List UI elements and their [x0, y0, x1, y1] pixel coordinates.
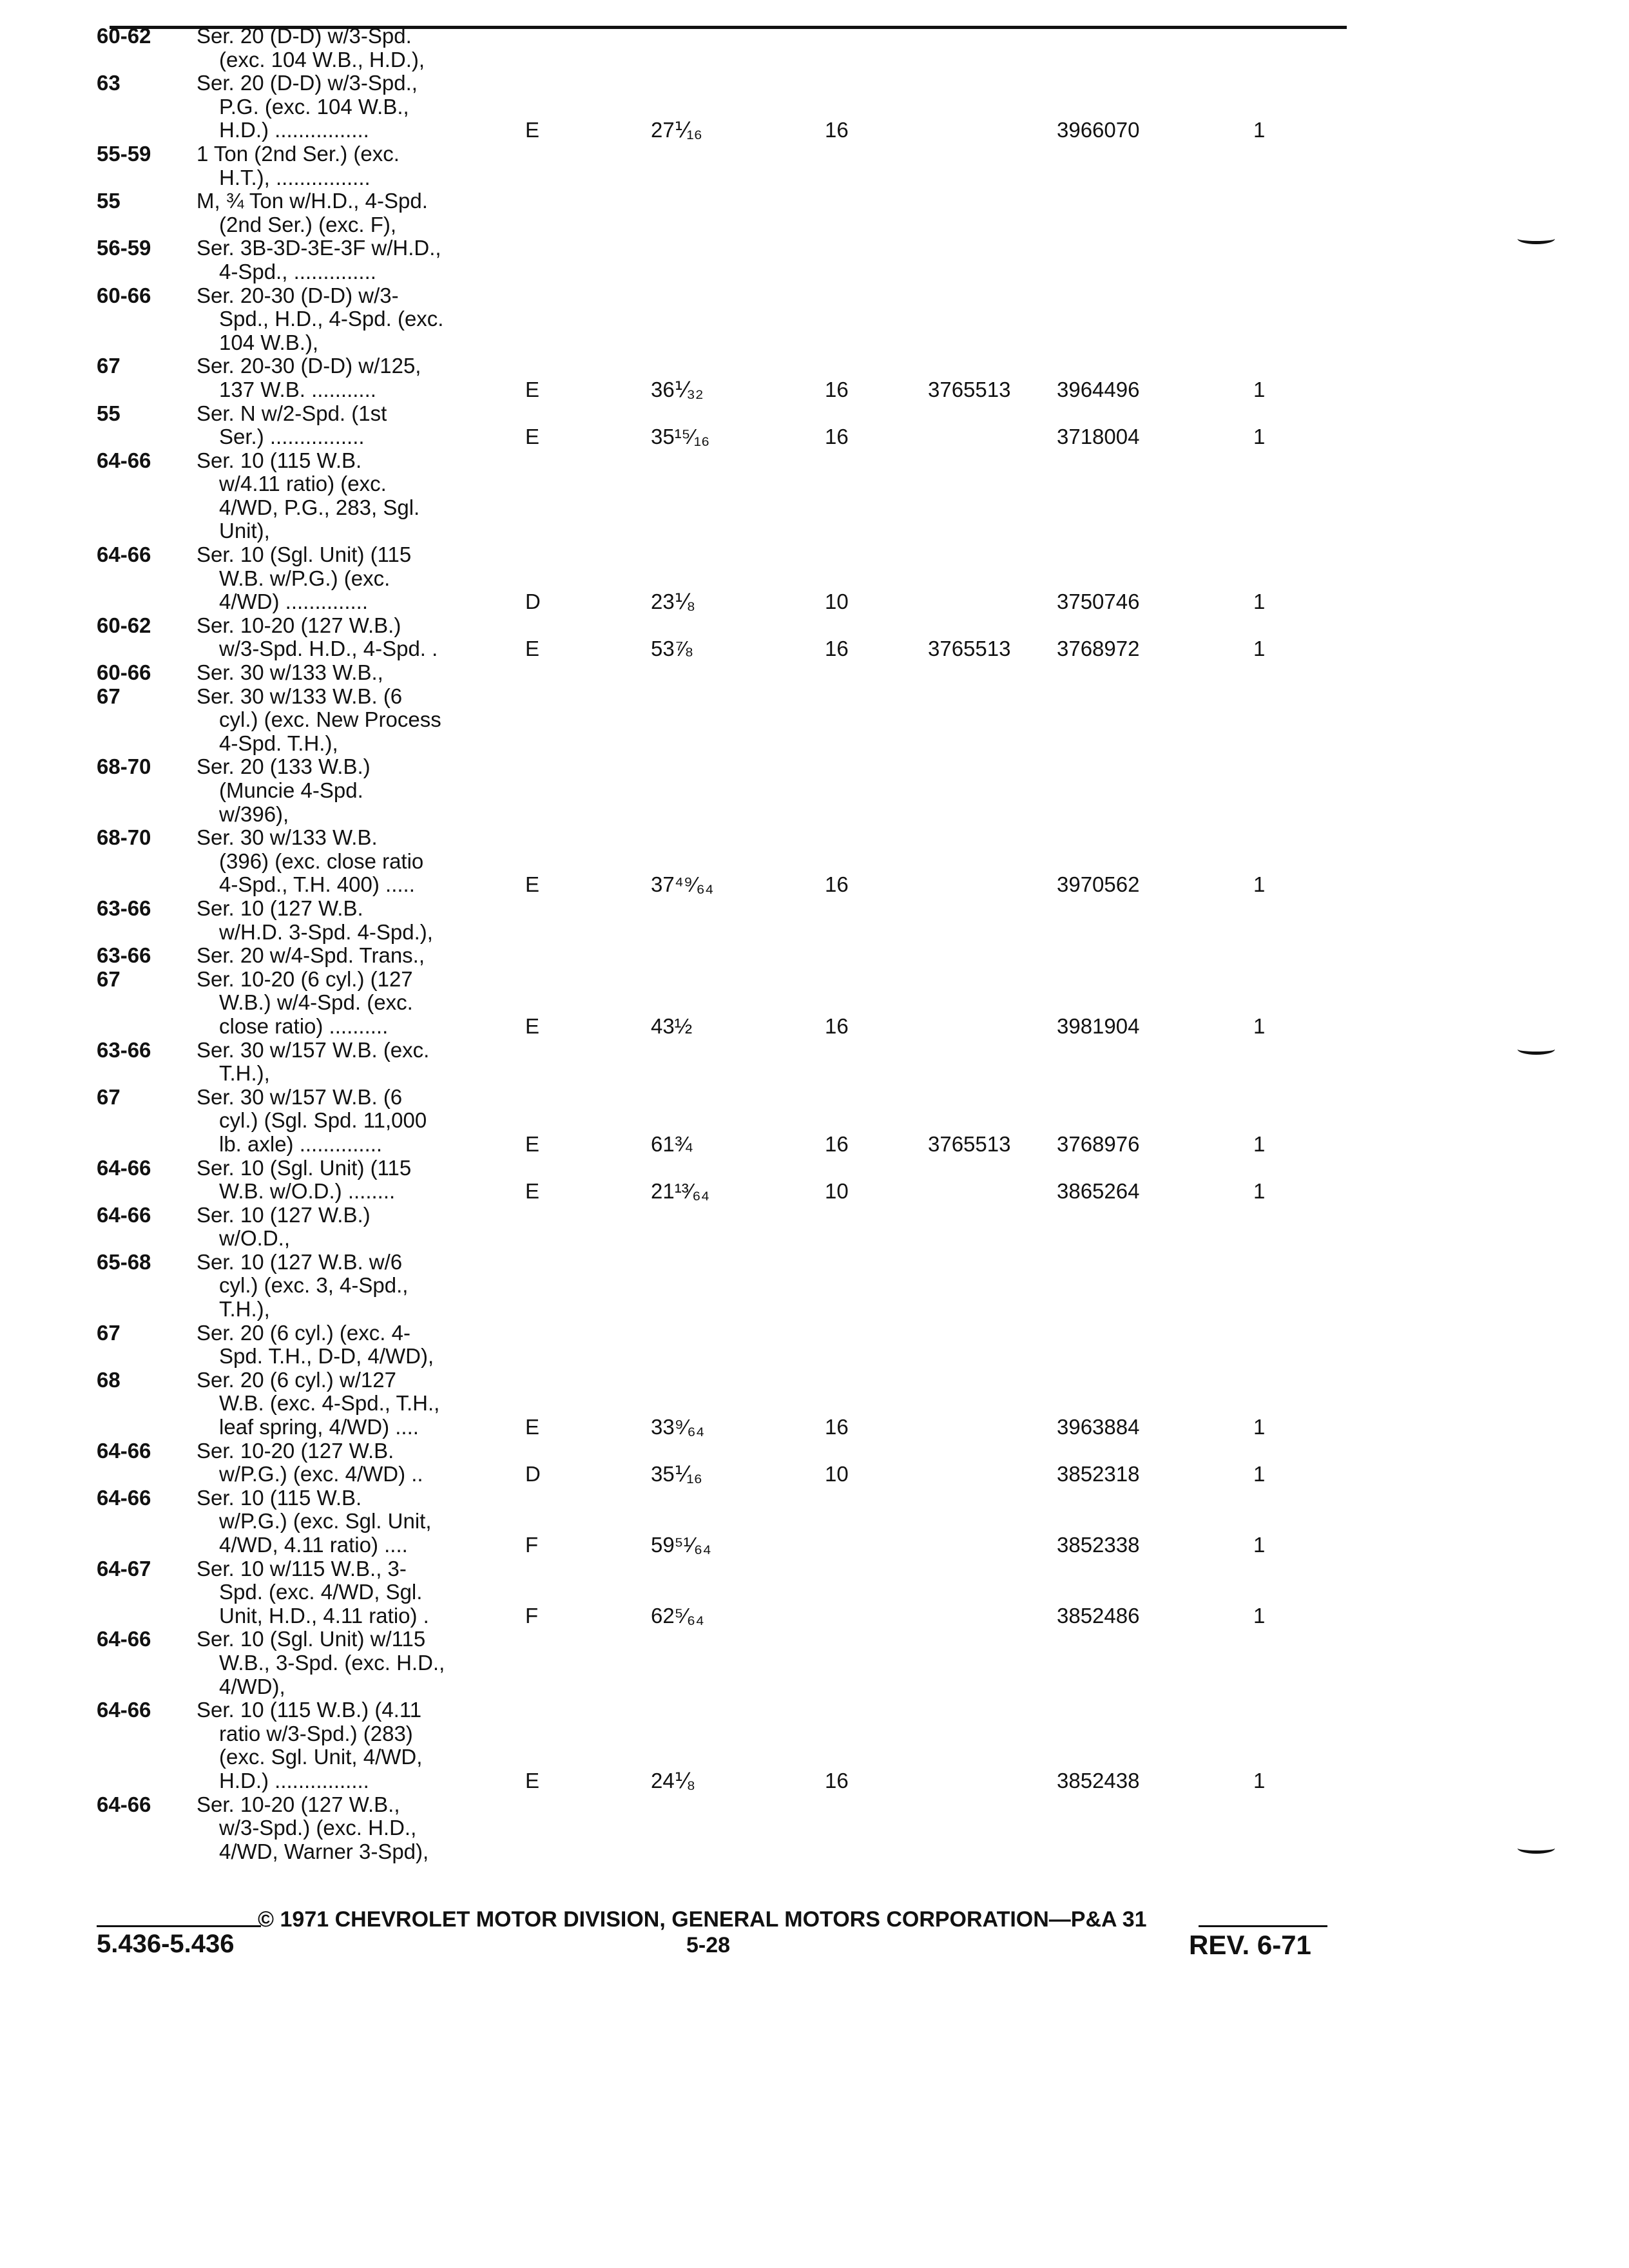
- model-years: 60-66: [97, 660, 151, 685]
- model-years: 63-66: [97, 896, 151, 920]
- spline-count: 16: [825, 377, 849, 401]
- model-years: 64-66: [97, 1792, 151, 1816]
- type-code: D: [525, 1462, 541, 1486]
- entry-line: [97, 1345, 1598, 1369]
- parts-entry: [97, 24, 1598, 142]
- entry-line: [97, 1227, 1598, 1251]
- model-years: 64-66: [97, 1698, 151, 1722]
- parts-entry: [97, 1628, 1598, 1792]
- type-code: F: [525, 1533, 539, 1557]
- application-description: Ser. 10-20 (127 W.B.): [197, 613, 401, 637]
- application-description: 4/WD, 4.11 ratio) ....: [219, 1533, 408, 1557]
- type-code: E: [525, 1768, 540, 1792]
- application-description: 4/WD),: [219, 1674, 285, 1698]
- entry-line: [97, 873, 1598, 897]
- entry-line: [97, 1793, 1598, 1817]
- application-description: Ser. 30 w/157 W.B. (exc.: [197, 1037, 430, 1062]
- application-description: 1 Ton (2nd Ser.) (exc.: [197, 141, 400, 166]
- application-description: (exc. Sgl. Unit, 4/WD,: [219, 1745, 423, 1769]
- application-description: Spd. (exc. 4/WD, Sgl.: [219, 1580, 423, 1604]
- entry-line: [97, 1062, 1598, 1086]
- application-description: w/3-Spd. H.D., 4-Spd. .: [219, 637, 438, 661]
- quantity: 1: [1253, 1462, 1266, 1486]
- application-description: Unit),: [219, 519, 270, 543]
- application-description: P.G. (exc. 104 W.B.,: [219, 94, 409, 119]
- parts-entry: [97, 661, 1598, 897]
- application-description: 4-Spd., ..............: [219, 259, 376, 284]
- entry-line: [97, 803, 1598, 827]
- entry-line: [97, 1698, 1598, 1722]
- model-years: 67: [97, 354, 120, 378]
- entry-line: [97, 236, 1598, 260]
- application-description: Ser. 20 (D-D) w/3-Spd.,: [197, 71, 418, 95]
- margin-mark: [1518, 1044, 1555, 1055]
- entry-line: [97, 779, 1598, 803]
- application-description: w/O.D.,: [219, 1226, 291, 1251]
- application-description: Ser. 20 (133 W.B.): [197, 754, 371, 779]
- entry-line: [97, 685, 1598, 709]
- application-description: W.B. w/O.D.) ........: [219, 1179, 396, 1204]
- entry-line: [97, 1510, 1598, 1533]
- entry-line: [97, 897, 1598, 921]
- application-description: M, ¾ Ton w/H.D., 4-Spd.: [197, 189, 428, 213]
- shaft-length: 21¹³⁄₆₄: [651, 1179, 709, 1204]
- type-code: F: [525, 1603, 539, 1628]
- type-code: E: [525, 425, 540, 449]
- entry-line: [97, 921, 1598, 945]
- footer-revision: REV. 6-71: [1189, 1930, 1311, 1960]
- alternate-part-number: 3765513: [928, 1131, 1011, 1156]
- entry-line: [97, 1745, 1598, 1769]
- entry-line: [97, 1463, 1598, 1486]
- quantity: 1: [1253, 1603, 1266, 1628]
- spline-count: 16: [825, 1415, 849, 1439]
- margin-mark: [1518, 233, 1555, 244]
- entry-line: [97, 826, 1598, 850]
- part-number: 3852486: [1057, 1603, 1140, 1628]
- entry-line: [97, 1651, 1598, 1675]
- shaft-length: 61¾: [651, 1131, 693, 1156]
- entry-line: [97, 1274, 1598, 1298]
- application-description: w/P.G.) (exc. Sgl. Unit,: [219, 1509, 432, 1533]
- model-years: 63: [97, 71, 120, 95]
- model-years: 68: [97, 1367, 120, 1392]
- parts-entry: [97, 449, 1598, 614]
- entry-line: [97, 590, 1598, 614]
- application-description: Unit, H.D., 4.11 ratio) .: [219, 1603, 429, 1628]
- alternate-part-number: 3765513: [928, 637, 1011, 661]
- parts-entry: [97, 1039, 1598, 1157]
- application-description: Ser. 30 w/133 W.B.: [197, 825, 378, 850]
- quantity: 1: [1253, 118, 1266, 142]
- entry-line: [97, 95, 1598, 119]
- application-description: Ser. 30 w/157 W.B. (6: [197, 1084, 403, 1109]
- entry-line: [97, 449, 1598, 473]
- parts-list: [97, 24, 1598, 1863]
- model-years: 60-62: [97, 613, 151, 637]
- entry-line: [97, 1722, 1598, 1746]
- application-description: leaf spring, 4/WD) ....: [219, 1415, 419, 1439]
- entry-line: [97, 1321, 1598, 1345]
- entry-line: [97, 1439, 1598, 1463]
- application-description: 4-Spd., T.H. 400) .....: [219, 872, 415, 897]
- spline-count: 16: [825, 1014, 849, 1038]
- entry-line: [97, 213, 1598, 237]
- entry-line: [97, 991, 1598, 1015]
- entry-line: [97, 1581, 1598, 1604]
- quantity: 1: [1253, 1179, 1266, 1204]
- entry-line: [97, 1180, 1598, 1204]
- margin-mark: [1518, 1843, 1555, 1854]
- model-years: 68-70: [97, 825, 151, 850]
- entry-line: [97, 708, 1598, 732]
- model-years: 64-66: [97, 1202, 151, 1227]
- shaft-length: 37⁴⁹⁄₆₄: [651, 872, 714, 897]
- application-description: Ser. 10-20 (6 cyl.) (127: [197, 966, 413, 991]
- quantity: 1: [1253, 590, 1266, 614]
- application-description: cyl.) (exc. New Process: [219, 707, 441, 732]
- model-years: 67: [97, 684, 120, 708]
- spline-count: 10: [825, 1462, 849, 1486]
- application-description: lb. axle) ..............: [219, 1131, 383, 1156]
- application-description: T.H.),: [219, 1297, 270, 1321]
- application-description: W.B. w/P.G.) (exc.: [219, 566, 390, 590]
- spline-count: 16: [825, 872, 849, 897]
- entry-line: [97, 1486, 1598, 1510]
- entry-line: [97, 1369, 1598, 1392]
- entry-line: [97, 1816, 1598, 1840]
- entry-line: [97, 661, 1598, 685]
- entry-line: [97, 24, 1598, 48]
- spline-count: 10: [825, 1179, 849, 1204]
- shaft-length: 24⅟₈: [651, 1768, 696, 1792]
- shaft-length: 35⅟₁₆: [651, 1462, 702, 1486]
- entry-line: [97, 1675, 1598, 1699]
- parts-entry: [97, 1486, 1598, 1557]
- application-description: 4/WD) ..............: [219, 590, 369, 614]
- spline-count: 10: [825, 590, 849, 614]
- application-description: Ser. 20-30 (D-D) w/125,: [197, 354, 421, 378]
- application-description: w/4.11 ratio) (exc.: [219, 472, 387, 496]
- application-description: 4/WD, Warner 3-Spd),: [219, 1839, 429, 1863]
- model-years: 65-68: [97, 1249, 151, 1274]
- type-code: D: [525, 590, 541, 614]
- entry-line: [97, 496, 1598, 520]
- application-description: W.B. (exc. 4-Spd., T.H.,: [219, 1391, 440, 1416]
- type-code: E: [525, 377, 540, 401]
- model-years: 68-70: [97, 754, 151, 779]
- model-years: 64-67: [97, 1556, 151, 1581]
- application-description: Ser. 10 w/115 W.B., 3-: [197, 1556, 407, 1581]
- quantity: 1: [1253, 377, 1266, 401]
- entry-line: [97, 119, 1598, 142]
- part-number: 3852318: [1057, 1462, 1140, 1486]
- entry-line: [97, 472, 1598, 496]
- entry-line: [97, 732, 1598, 756]
- application-description: (Muncie 4-Spd.: [219, 778, 363, 802]
- model-years: 67: [97, 1320, 120, 1345]
- application-description: Ser. 10 (Sgl. Unit) (115: [197, 543, 412, 567]
- entry-line: [97, 1628, 1598, 1651]
- quantity: 1: [1253, 1014, 1266, 1038]
- model-years: 55: [97, 401, 120, 425]
- application-description: Ser. 30 w/133 W.B. (6: [197, 684, 403, 708]
- entry-line: [97, 1769, 1598, 1793]
- application-description: Spd. T.H., D-D, 4/WD),: [219, 1344, 434, 1369]
- model-years: 56-59: [97, 236, 151, 260]
- spline-count: 16: [825, 118, 849, 142]
- part-number: 3981904: [1057, 1014, 1140, 1038]
- part-number: 3768972: [1057, 637, 1140, 661]
- application-description: H.D.) ................: [219, 1768, 369, 1792]
- application-description: T.H.),: [219, 1061, 270, 1086]
- spline-count: 16: [825, 1131, 849, 1156]
- footer-rule-right: [1199, 1925, 1327, 1927]
- application-description: Ser. 10-20 (127 W.B.: [197, 1438, 394, 1463]
- entry-line: [97, 1251, 1598, 1274]
- entry-line: [97, 331, 1598, 355]
- part-number: 3768976: [1057, 1131, 1140, 1156]
- type-code: E: [525, 1415, 540, 1439]
- part-number: 3963884: [1057, 1415, 1140, 1439]
- application-description: (2nd Ser.) (exc. F),: [219, 212, 397, 236]
- entry-line: [97, 402, 1598, 426]
- application-description: Ser. 10 (115 W.B.) (4.11: [197, 1698, 422, 1722]
- entry-line: [97, 614, 1598, 638]
- entry-line: [97, 1157, 1598, 1180]
- application-description: Ser.) ................: [219, 425, 365, 449]
- application-description: W.B., 3-Spd. (exc. H.D.,: [219, 1650, 445, 1675]
- entry-line: [97, 1604, 1598, 1628]
- model-years: 60-62: [97, 24, 151, 48]
- shaft-length: 27⅟₁₆: [651, 118, 702, 142]
- entry-line: [97, 425, 1598, 449]
- application-description: Ser. 3B-3D-3E-3F w/H.D.,: [197, 236, 441, 260]
- application-description: Ser. 10 (127 W.B. w/6: [197, 1249, 403, 1274]
- entry-line: [97, 284, 1598, 308]
- model-years: 64-66: [97, 543, 151, 567]
- type-code: E: [525, 118, 540, 142]
- model-years: 55-59: [97, 141, 151, 166]
- entry-line: [97, 968, 1598, 992]
- part-number: 3964496: [1057, 377, 1140, 401]
- footer-copyright: © 1971 CHEVROLET MOTOR DIVISION, GENERAL MOTORS CORPORATION—P&A 31: [258, 1907, 1147, 1932]
- quantity: 1: [1253, 425, 1266, 449]
- parts-entry: [97, 142, 1598, 402]
- type-code: E: [525, 637, 540, 661]
- shaft-length: 62⁵⁄₆₄: [651, 1603, 704, 1628]
- application-description: Ser. 10 (127 W.B.: [197, 896, 363, 920]
- entry-line: [97, 1557, 1598, 1581]
- application-description: 4/WD, P.G., 283, Sgl.: [219, 495, 420, 519]
- entry-line: [97, 166, 1598, 190]
- shaft-length: 59⁵¹⁄₆₄: [651, 1533, 711, 1557]
- application-description: cyl.) (exc. 3, 4-Spd.,: [219, 1273, 409, 1298]
- model-years: 67: [97, 1084, 120, 1109]
- application-description: Ser. 20 w/4-Spd. Trans.,: [197, 943, 425, 968]
- model-years: 55: [97, 189, 120, 213]
- entry-line: [97, 1298, 1598, 1321]
- application-description: cyl.) (Sgl. Spd. 11,000: [219, 1108, 427, 1133]
- shaft-length: 43½: [651, 1014, 693, 1038]
- part-number: 3718004: [1057, 425, 1140, 449]
- application-description: (396) (exc. close ratio: [219, 849, 424, 873]
- application-description: H.D.) ................: [219, 118, 369, 142]
- entry-line: [97, 1109, 1598, 1133]
- footer-section-code: 5.436-5.436: [97, 1930, 235, 1958]
- application-description: Ser. 10-20 (127 W.B.,: [197, 1792, 400, 1816]
- quantity: 1: [1253, 1768, 1266, 1792]
- entry-line: [97, 1392, 1598, 1416]
- application-description: Ser. 10 (115 W.B.: [197, 1485, 362, 1510]
- shaft-length: 35¹⁵⁄₁₆: [651, 425, 710, 449]
- application-description: Ser. 30 w/133 W.B.,: [197, 660, 383, 685]
- part-number: 3852338: [1057, 1533, 1140, 1557]
- type-code: E: [525, 1014, 540, 1038]
- entry-line: [97, 755, 1598, 779]
- model-years: 64-66: [97, 1155, 151, 1180]
- part-number: 3852438: [1057, 1768, 1140, 1792]
- application-description: Ser. 10 (127 W.B.): [197, 1202, 371, 1227]
- model-years: 67: [97, 966, 120, 991]
- application-description: 4-Spd. T.H.),: [219, 731, 338, 755]
- footer-rule-left: [97, 1925, 261, 1927]
- entry-line: [97, 637, 1598, 661]
- spline-count: 16: [825, 425, 849, 449]
- entry-line: [97, 1133, 1598, 1157]
- entry-line: [97, 260, 1598, 284]
- application-description: w/H.D. 3-Spd. 4-Spd.),: [219, 919, 433, 944]
- part-number: 3865264: [1057, 1179, 1140, 1204]
- parts-entry: [97, 1793, 1598, 1864]
- entry-line: [97, 944, 1598, 968]
- alternate-part-number: 3765513: [928, 377, 1011, 401]
- shaft-length: 33⁹⁄₆₄: [651, 1415, 705, 1439]
- quantity: 1: [1253, 1131, 1266, 1156]
- application-description: (exc. 104 W.B., H.D.),: [219, 47, 425, 72]
- parts-entry: [97, 402, 1598, 449]
- application-description: H.T.), ................: [219, 165, 371, 189]
- model-years: 64-66: [97, 1627, 151, 1651]
- parts-entry: [97, 1204, 1598, 1439]
- entry-line: [97, 1204, 1598, 1227]
- entry-line: [97, 1840, 1598, 1864]
- quantity: 1: [1253, 1533, 1266, 1557]
- spline-count: 16: [825, 1768, 849, 1792]
- application-description: ratio w/3-Spd.) (283): [219, 1721, 413, 1745]
- application-description: w/396),: [219, 802, 289, 826]
- parts-entry: [97, 897, 1598, 1039]
- entry-line: [97, 48, 1598, 72]
- application-description: 104 W.B.),: [219, 330, 319, 354]
- parts-entry: [97, 1557, 1598, 1628]
- entry-line: [97, 1533, 1598, 1557]
- application-description: 137 W.B. ...........: [219, 377, 376, 401]
- type-code: E: [525, 1131, 540, 1156]
- model-years: 63-66: [97, 1037, 151, 1062]
- entry-line: [97, 72, 1598, 95]
- application-description: Ser. 10 (Sgl. Unit) w/115: [197, 1627, 426, 1651]
- application-description: Spd., H.D., 4-Spd. (exc.: [219, 307, 444, 331]
- quantity: 1: [1253, 637, 1266, 661]
- application-description: W.B.) w/4-Spd. (exc.: [219, 990, 413, 1015]
- type-code: E: [525, 1179, 540, 1204]
- type-code: E: [525, 872, 540, 897]
- application-description: close ratio) ..........: [219, 1014, 389, 1038]
- model-years: 64-66: [97, 1438, 151, 1463]
- entry-line: [97, 189, 1598, 213]
- model-years: 63-66: [97, 943, 151, 968]
- entry-line: [97, 1039, 1598, 1062]
- part-number: 3750746: [1057, 590, 1140, 614]
- parts-entry: [97, 1157, 1598, 1204]
- application-description: Ser. N w/2-Spd. (1st: [197, 401, 387, 425]
- parts-entry: [97, 1439, 1598, 1486]
- entry-line: [97, 307, 1598, 331]
- entry-line: [97, 1416, 1598, 1439]
- shaft-length: 23⅟₈: [651, 590, 696, 614]
- entry-line: [97, 354, 1598, 378]
- part-number: 3970562: [1057, 872, 1140, 897]
- entry-line: [97, 543, 1598, 567]
- application-description: w/3-Spd.) (exc. H.D.,: [219, 1816, 417, 1840]
- entry-line: [97, 519, 1598, 543]
- model-years: 64-66: [97, 448, 151, 472]
- parts-entry: [97, 614, 1598, 661]
- footer-page-number: 5-28: [686, 1933, 731, 1957]
- entry-line: [97, 567, 1598, 591]
- entry-line: [97, 378, 1598, 402]
- quantity: 1: [1253, 1415, 1266, 1439]
- application-description: Ser. 10 (Sgl. Unit) (115: [197, 1155, 412, 1180]
- application-description: Ser. 10 (115 W.B.: [197, 448, 362, 472]
- entry-line: [97, 1015, 1598, 1039]
- shaft-length: 53⅞: [651, 637, 693, 661]
- model-years: 64-66: [97, 1485, 151, 1510]
- entry-line: [97, 1086, 1598, 1110]
- entry-line: [97, 142, 1598, 166]
- application-description: Ser. 20 (6 cyl.) (exc. 4-: [197, 1320, 410, 1345]
- part-number: 3966070: [1057, 118, 1140, 142]
- application-description: Ser. 20 (D-D) w/3-Spd.: [197, 24, 412, 48]
- shaft-length: 36⅟₃₂: [651, 377, 704, 401]
- application-description: Ser. 20-30 (D-D) w/3-: [197, 283, 399, 307]
- spline-count: 16: [825, 637, 849, 661]
- application-description: w/P.G.) (exc. 4/WD) ..: [219, 1462, 423, 1486]
- quantity: 1: [1253, 872, 1266, 897]
- application-description: Ser. 20 (6 cyl.) w/127: [197, 1367, 396, 1392]
- model-years: 60-66: [97, 283, 151, 307]
- entry-line: [97, 850, 1598, 874]
